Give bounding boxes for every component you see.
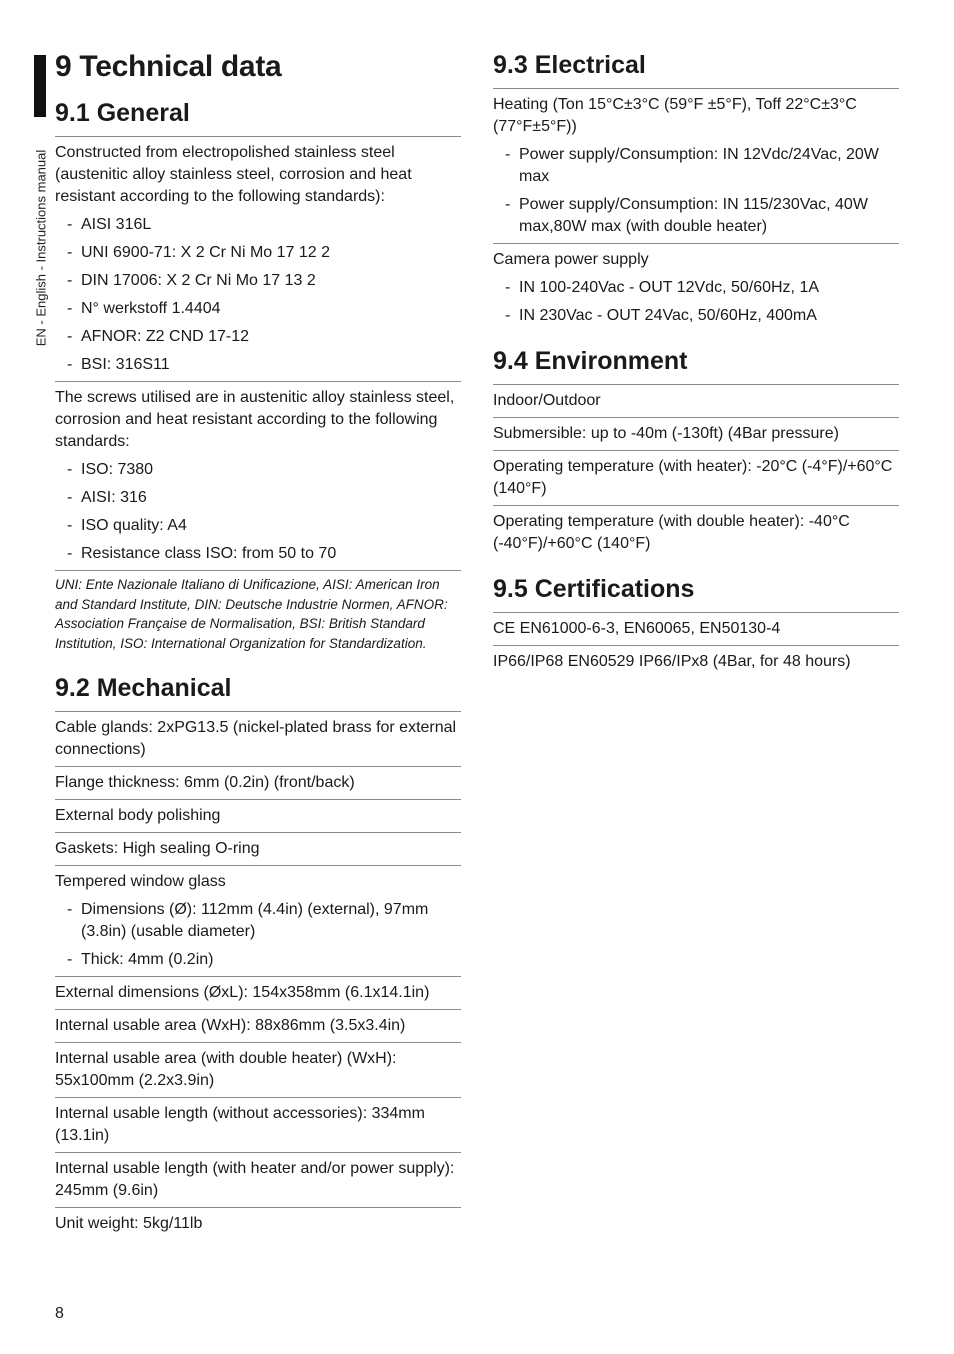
screws-standards-list	[55, 459, 461, 565]
page-number: 8	[55, 1305, 64, 1322]
spec-row: IP66/IP68 EN60529 IP66/IPx8 (4Bar, for 48 hours)	[493, 653, 851, 670]
list-item: - ISO quality: A4	[55, 515, 461, 537]
list-item: - DIN 17006: X 2 Cr Ni Mo 17 13 2	[55, 270, 461, 292]
spec-row: Internal usable length (without accessories): 334mm (13.1in)	[55, 1098, 461, 1153]
spec-row: Gaskets: High sealing O-ring	[55, 833, 461, 866]
list-item: - AISI 316L	[55, 214, 461, 236]
steel-intro: Constructed from electropolished stainless steel (austenitic alloy stainless steel, corrosion and heat resistant according to the following standards):	[55, 144, 412, 205]
spec-row: External dimensions (ØxL): 154x358mm (6.1x14.1in)	[55, 977, 461, 1010]
spec-row: Indoor/Outdoor	[493, 385, 899, 418]
list-item: - Thick: 4mm (0.2in)	[55, 949, 461, 971]
left-column	[55, 48, 461, 1240]
window-spec	[55, 866, 461, 977]
spec-row: Operating temperature (with heater): -20°C (-4°F)/+60°C (140°F)	[493, 451, 899, 506]
list-item: - AISI: 316	[55, 487, 461, 509]
list-item: - ISO: 7380	[55, 459, 461, 481]
list-item: - AFNOR: Z2 CND 17-12	[55, 326, 461, 348]
spec-row: Flange thickness: 6mm (0.2in) (front/back)	[55, 767, 461, 800]
spec-row: Operating temperature (with double heater): -40°C (-40°F)/+60°C (140°F)	[493, 513, 850, 552]
spec-row: CE EN61000-6-3, EN60065, EN50130-4	[493, 613, 899, 646]
list-item: - Power supply/Consumption: IN 115/230Vac, 40W max,80W max (with double heater)	[493, 194, 899, 238]
steel-standards-list	[55, 214, 461, 376]
heating-spec	[493, 89, 899, 244]
spec-row: Cable glands: 2xPG13.5 (nickel-plated brass for external connections)	[55, 712, 461, 767]
spec-row: Submersible: up to -40m (-130ft) (4Bar pressure)	[493, 418, 899, 451]
camera-label: Camera power supply	[493, 251, 649, 268]
spec-row: Unit weight: 5kg/11lb	[55, 1215, 203, 1232]
electrical-heading: 9.3 Electrical	[493, 50, 899, 89]
list-item: - Dimensions (Ø): 112mm (4.4in) (external), 97mm (3.8in) (usable diameter)	[55, 899, 461, 943]
screws-spec	[55, 382, 461, 571]
list-item: - Resistance class ISO: from 50 to 70	[55, 543, 461, 565]
spec-row: Internal usable area (with double heater) (WxH): 55x100mm (2.2x3.9in)	[55, 1043, 461, 1098]
camera-list	[493, 277, 899, 327]
list-item: - N° werkstoff 1.4404	[55, 298, 461, 320]
general-heading: 9.1 General	[55, 98, 461, 137]
list-item: - Power supply/Consumption: IN 12Vdc/24Vac, 20W max	[493, 144, 899, 188]
spec-row: External body polishing	[55, 800, 461, 833]
steel-spec	[55, 137, 461, 382]
camera-spec	[493, 244, 899, 332]
chapter-marker-bar	[34, 55, 46, 117]
right-column	[493, 48, 899, 678]
heating-list	[493, 144, 899, 238]
window-label: Tempered window glass	[55, 873, 226, 890]
list-item: - UNI 6900-71: X 2 Cr Ni Mo 17 12 2	[55, 242, 461, 264]
spec-row: Internal usable length (with heater and/or power supply): 245mm (9.6in)	[55, 1153, 461, 1208]
page-title: 9 Technical data	[55, 50, 282, 83]
spec-row: Internal usable area (WxH): 88x86mm (3.5x3.4in)	[55, 1010, 461, 1043]
list-item: - IN 230Vac - OUT 24Vac, 50/60Hz, 400mA	[493, 305, 899, 327]
abbreviations-note: UNI: Ente Nazionale Italiano di Unificazione, AISI: American Iron and Standard Institute, DIN: Deutsche Industrie Normen, AFNOR: Association Française de Normalisation, BSI: British Standard Institution, ISO: International Organization for Standardization.	[55, 577, 448, 651]
window-list	[55, 899, 461, 971]
environment-heading: 9.4 Environment	[493, 346, 899, 385]
mechanical-heading: 9.2 Mechanical	[55, 673, 461, 712]
heating-label: Heating (Ton 15°C±3°C (59°F ±5°F), Toff 22°C±3°C (77°F±5°F))	[493, 96, 857, 135]
list-item: - IN 100-240Vac - OUT 12Vdc, 50/60Hz, 1A	[493, 277, 899, 299]
side-label: EN - English - Instructions manual	[33, 149, 49, 347]
screws-intro: The screws utilised are in austenitic alloy stainless steel, corrosion and heat resistant according to the following standards:	[55, 389, 455, 450]
list-item: - BSI: 316S11	[55, 354, 461, 376]
certifications-heading: 9.5 Certifications	[493, 574, 899, 613]
